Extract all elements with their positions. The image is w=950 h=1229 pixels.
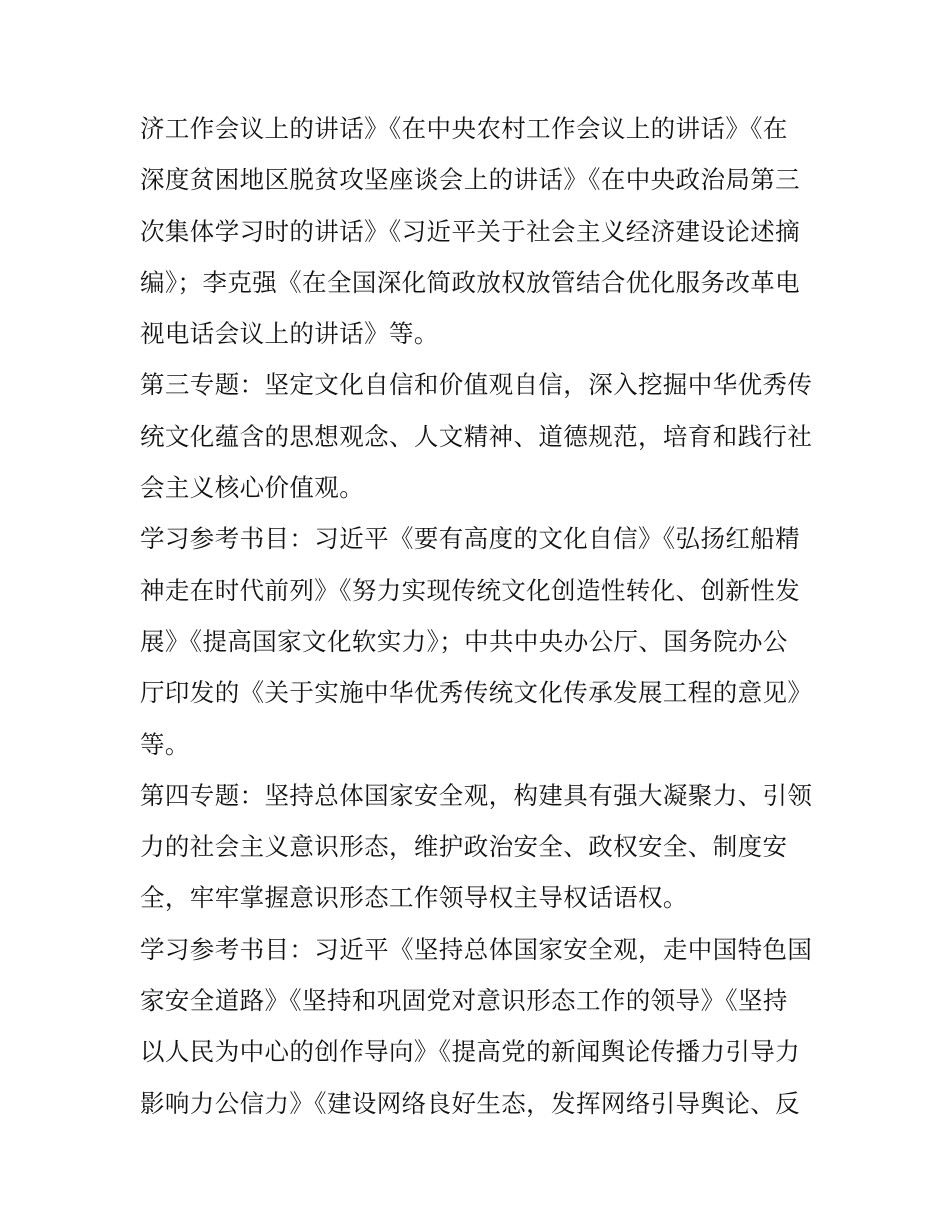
text-line: 编》；李克强《在全国深化简政放权放管结合优化服务改革电 — [140, 267, 801, 297]
text-line: 神走在时代前列》《努力实现传统文化创造性转化、创新性发 — [140, 575, 801, 605]
text-line: 家安全道路》《坚持和巩固党对意识形态工作的领导》《坚持 — [140, 986, 788, 1016]
text-line: 以人民为中心的创作导向》《提高党的新闻舆论传播力引导力 — [140, 1037, 801, 1067]
text-line: 视电话会议上的讲话》等。 — [140, 319, 439, 349]
document-body — [140, 103, 820, 1129]
text-line: 会主义核心价值观。 — [140, 473, 365, 503]
reference-line: 学习参考书目：习近平《要有高度的文化自信》《弘扬红船精 — [140, 524, 801, 554]
text-line: 次集体学习时的讲话》《习近平关于社会主义经济建设论述摘 — [140, 216, 801, 246]
text-line: 力的社会主义意识形态，维护政治安全、政权安全、制度安 — [140, 832, 788, 862]
text-line: 深度贫困地区脱贫攻坚座谈会上的讲话》《在中央政治局第三 — [140, 165, 801, 195]
text-line: 统文化蕴含的思想观念、人文精神、道德规范，培育和践行社 — [140, 421, 813, 451]
reference-line: 学习参考书目：习近平《坚持总体国家安全观，走中国特色国 — [140, 934, 813, 964]
text-line: 济工作会议上的讲话》《在中央农村工作会议上的讲话》《在 — [140, 114, 788, 143]
text-line: 等。 — [140, 729, 190, 759]
section-heading-line: 第四专题：坚持总体国家安全观，构建具有强大凝聚力、引领 — [140, 780, 813, 810]
text-line: 厅印发的《关于实施中华优秀传统文化传承发展工程的意见》 — [140, 678, 813, 708]
text-line: 影响力公信力》《建设网络良好生态，发挥网络引导舆论、反 — [140, 1088, 801, 1118]
text-line: 全，牢牢掌握意识形态工作领导权主导权话语权。 — [140, 883, 688, 913]
section-heading-line: 第三专题：坚定文化自信和价值观自信，深入挖掘中华优秀传 — [140, 370, 813, 400]
text-line: 展》《提高国家文化软实力》；中共中央办公厅、国务院办公 — [140, 626, 788, 656]
